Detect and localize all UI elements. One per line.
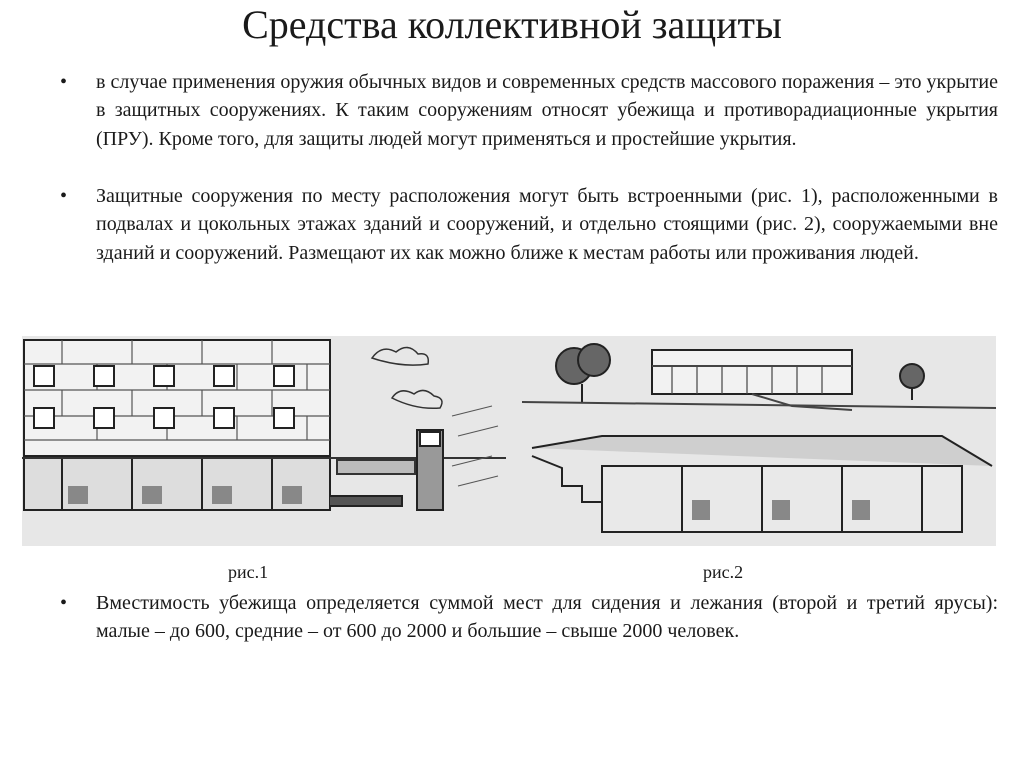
bullet-marker: • [60, 71, 68, 93]
slide-title: Средства коллективной защиты [242, 2, 782, 47]
figure-1-caption: рис.1 [228, 562, 269, 582]
bullet-marker: • [60, 185, 68, 207]
bullet-item-1 [60, 68, 998, 153]
bullet-text: Вместимость убежища определяется суммой мест для сидения и лежания (второй и третий ярусы): малые – до 600, средние – от 600 до 2000 и большие – свыше 2000 человек. [96, 592, 998, 643]
bullet-text: Защитные сооружения по месту расположения могут быть встроенными (рис. 1), расположенными в подвалах и цокольных этажах зданий и сооружений, и отдельно стоящими (рис. 2), сооружаемыми вне зданий и сооружений. Размещают их как можно ближе к местам работы или проживания людей. [96, 185, 998, 264]
figure-detached-shelter [522, 336, 996, 546]
figure-built-in-shelter [22, 336, 506, 546]
bullet-item-2 [60, 182, 998, 267]
bullet-text: в случае применения оружия обычных видов и современных средств массового поражения – это укрытие в защитных сооружениях. К таким сооружениям относят убежища и противорадиационные укрытия (ПРУ). Кроме того, для защиты людей могут применяться и простейшие укрытия. [96, 71, 998, 150]
bullet-marker: • [60, 592, 68, 614]
figure-2-caption: рис.2 [703, 562, 744, 582]
bullet-item-3 [60, 589, 998, 646]
